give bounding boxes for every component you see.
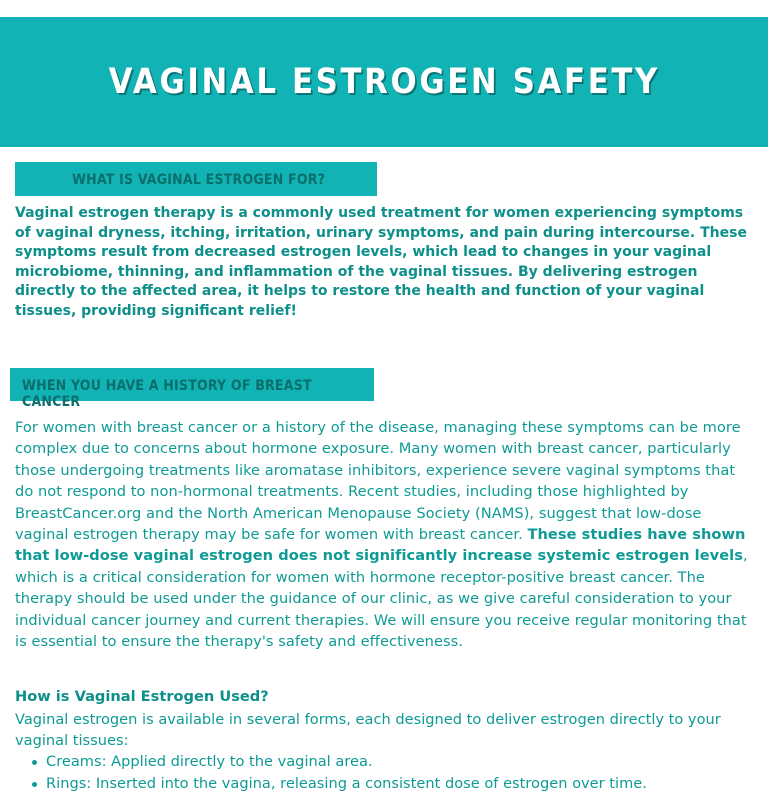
page-title: VAGINAL ESTROGEN SAFETY — [108, 62, 660, 102]
intro-paragraph: Vaginal estrogen therapy is a commonly used treatment for women experiencing symptoms of vaginal dryness, itching, irritation, urinary symptoms, and pain during intercourse. These symptoms result from decreased estrogen levels, which lead to changes in your vaginal microbiome, thinning, and inflammation of the vaginal tissues. By delivering estrogen directly to the affected area, it helps to restore the health and function of your vaginal tissues, providing significant relief! — [15, 205, 747, 319]
forms-list — [28, 751, 758, 794]
paragraph-emphasis: These studies have shown that low-dose vaginal estrogen does not significantly increase systemic estrogen levels — [15, 526, 746, 565]
paragraph-text-part1: For women with breast cancer or a history of the disease, managing these symptoms can be more complex due to concerns about hormone exposure. Many women with breast cancer, particularly those undergoing treatments like aromatase inhibitors, experience severe vaginal symptoms that do not respond to non-hormonal treatments. Recent studies, including those highlighted by BreastCancer.org and the North American Menopause Society (NAMS), suggest that low-dose vaginal estrogen therapy may be safe for women with breast cancer. — [15, 419, 741, 544]
section-heading-what-is: WHAT IS VAGINAL ESTROGEN FOR? — [15, 162, 377, 196]
list-item: Creams: Applied directly to the vaginal area. — [28, 751, 758, 773]
title-banner — [0, 17, 768, 147]
breast-cancer-paragraph — [15, 417, 755, 652]
usage-intro: Vaginal estrogen is available in several forms, each designed to deliver estrogen directly to your vaginal tissues: — [15, 711, 721, 750]
paragraph-text-part2: , which is a critical consideration for women with hormone receptor-positive breast cancer. The therapy should be used under the guidance of our clinic, as we give careful consideration to your individual cancer journey and current therapies. We will ensure you receive regular monitoring that is essential to ensure the therapy's safety and effectiveness. — [15, 547, 748, 651]
list-item: Rings: Inserted into the vagina, releasing a consistent dose of estrogen over time. — [28, 773, 758, 795]
section-heading-breast-cancer: WHEN YOU HAVE A HISTORY OF BREAST CANCER — [10, 368, 374, 401]
usage-subheading: How is Vaginal Estrogen Used? — [15, 688, 269, 705]
